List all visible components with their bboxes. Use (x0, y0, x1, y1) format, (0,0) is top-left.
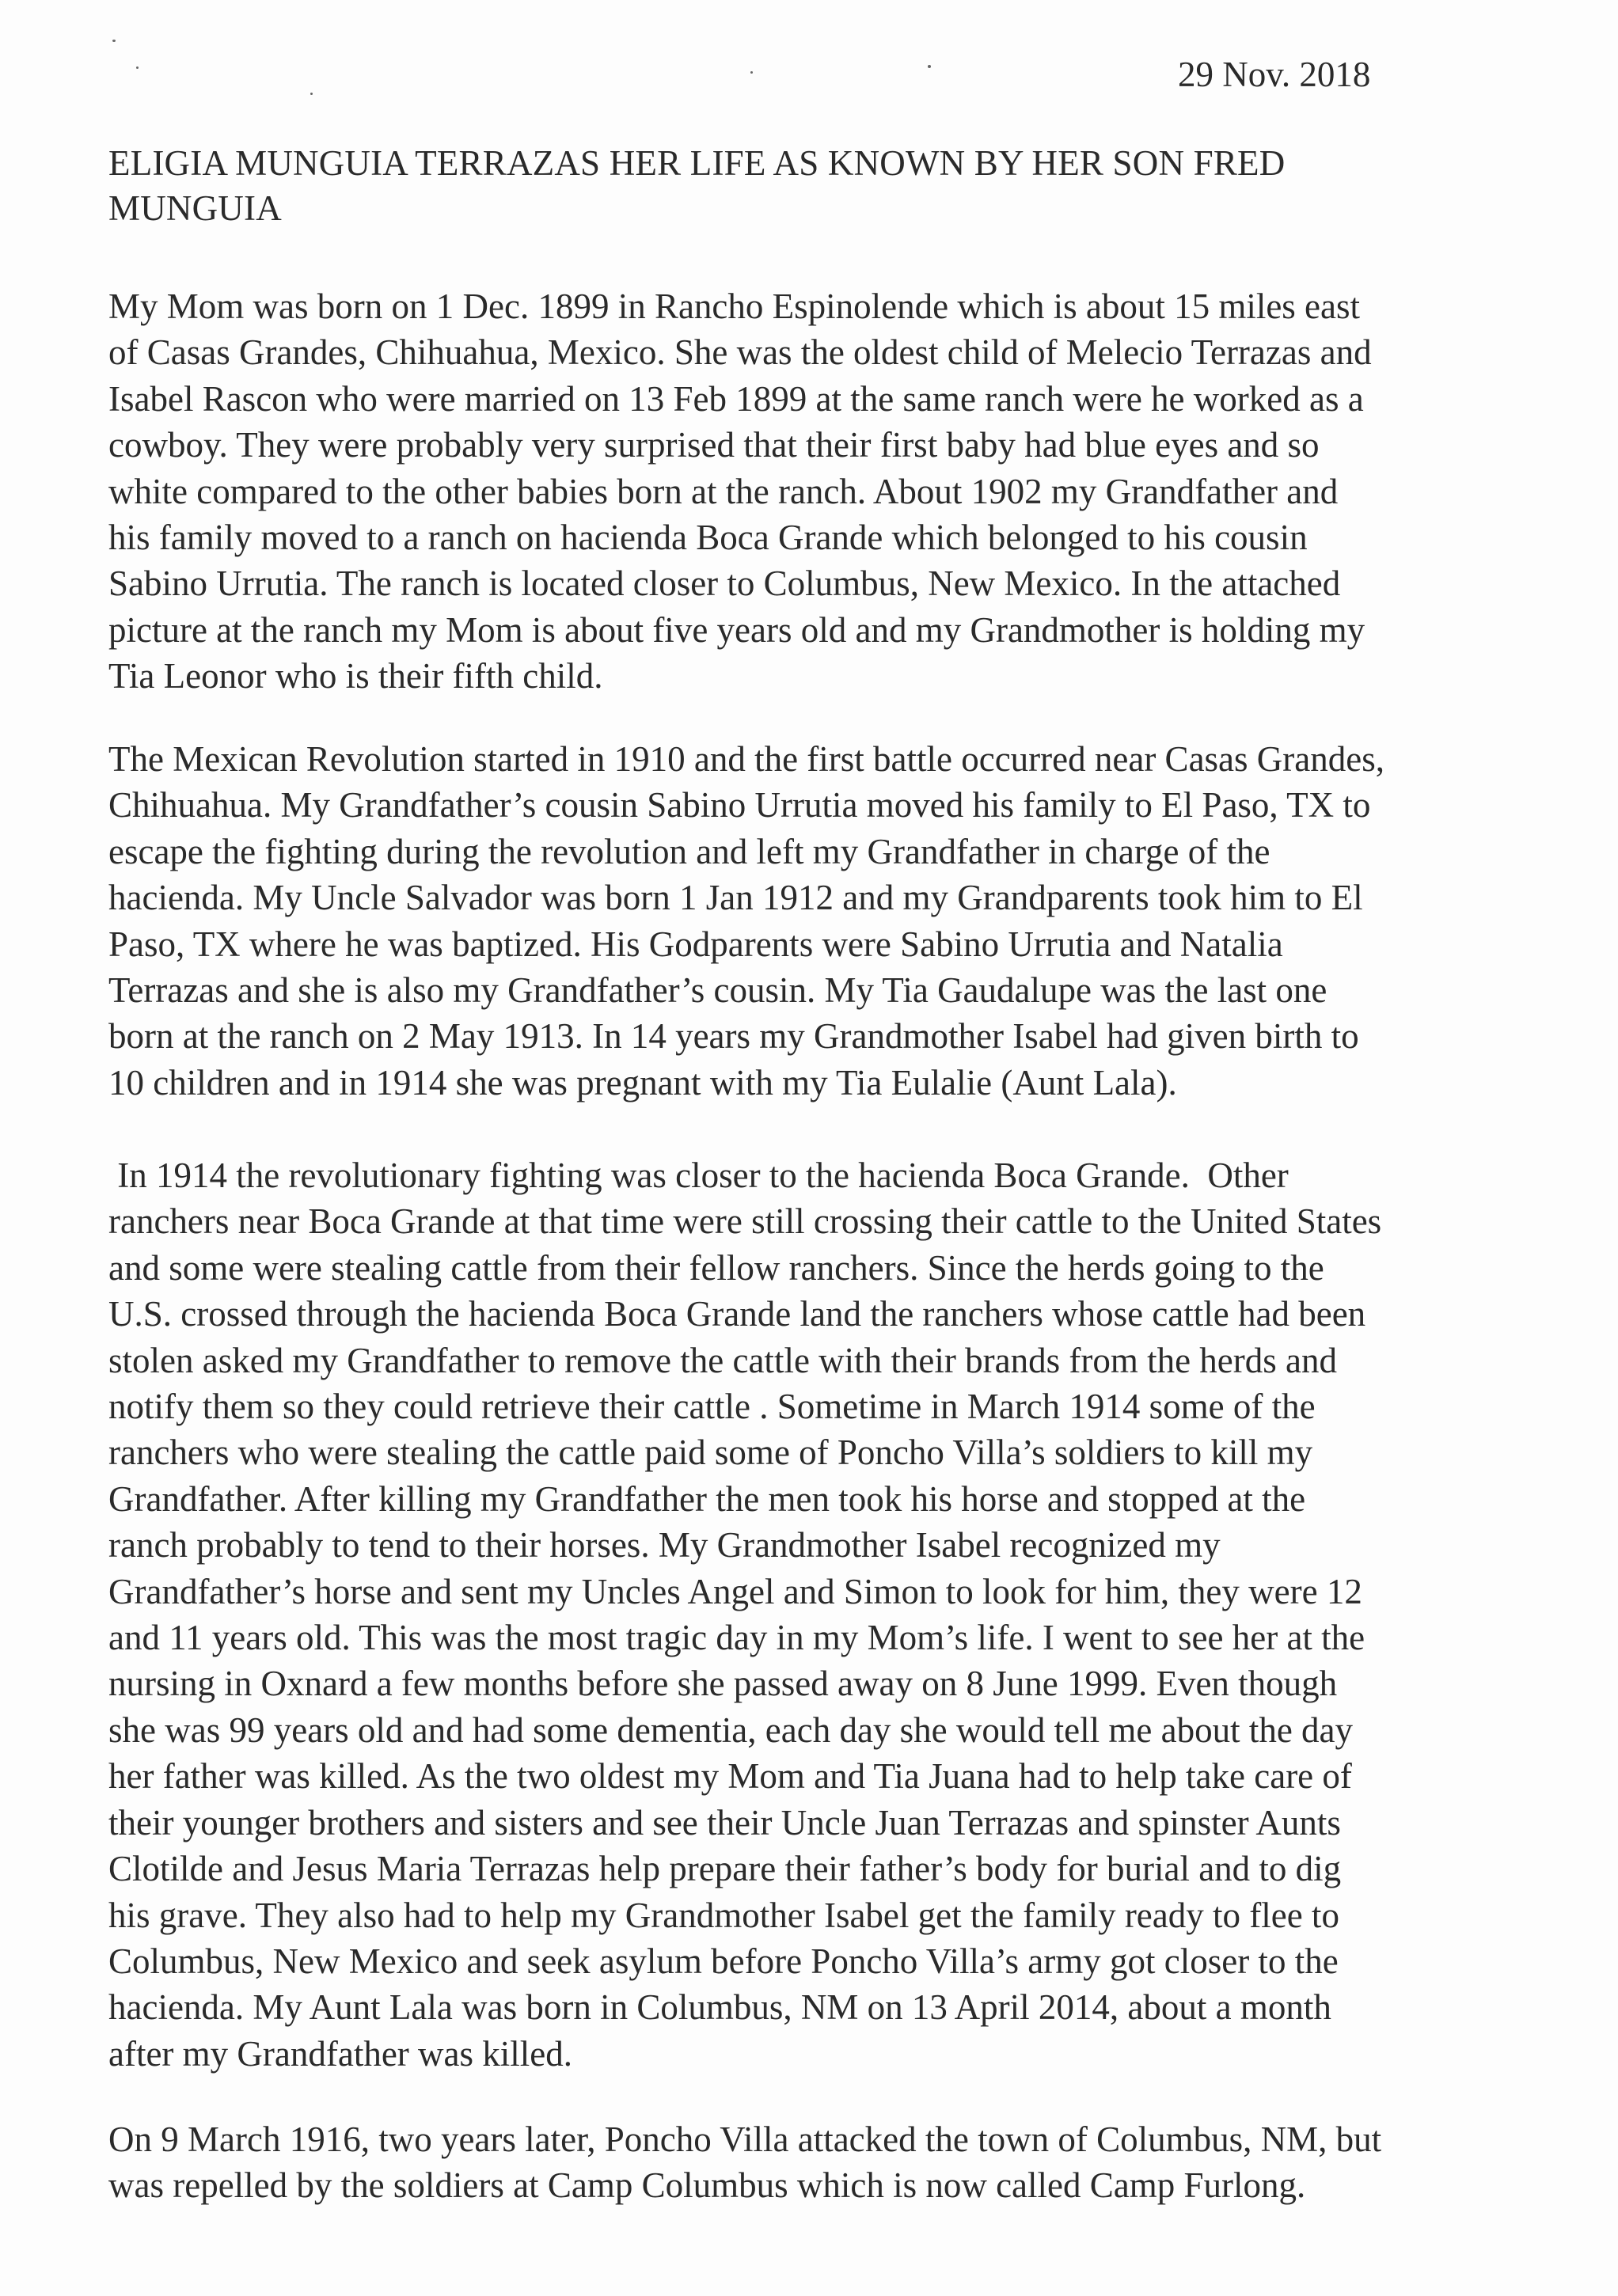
text-line: she was 99 years old and had some dementia, each day she would tell me about the day (108, 1710, 1354, 1750)
scan-speck (928, 65, 931, 68)
text-line: after my Grandfather was killed. (108, 2033, 573, 2074)
text-line: On 9 March 1916, two years later, Poncho Villa attacked the town of Columbus, NM, but (108, 2120, 1382, 2159)
text-line: Grandfather. After killing my Grandfather the men took his horse and stopped at the (108, 1478, 1306, 1519)
title-line: MUNGUIA (108, 188, 282, 228)
text-line: Chihuahua. My Grandfather’s cousin Sabino Urrutia moved his family to El Paso, TX to (108, 785, 1371, 825)
paragraph-birth (108, 283, 1557, 700)
text-line: Terrazas and she is also my Grandfather’s cousin. My Tia Gaudalupe was the last one (108, 970, 1327, 1011)
text-line: hacienda. My Uncle Salvador was born 1 Jan 1912 and my Grandparents took him to El (108, 878, 1363, 918)
paragraph-1914 (108, 1152, 1557, 2077)
text-line: Isabel Rascon who were married on 13 Feb 1899 at the same ranch were he worked as a (108, 378, 1364, 419)
text-line: stolen asked my Grandfather to remove the cattle with their brands from the herds and (108, 1340, 1337, 1380)
text-line: Sabino Urrutia. The ranch is located closer to Columbus, New Mexico. In the attached (108, 564, 1341, 604)
document-title (108, 141, 1549, 231)
text-line: and 11 years old. This was the most tragic day in my Mom’s life. I went to see her at the (108, 1618, 1365, 1658)
text-line: ranchers who were stealing the cattle paid some of Poncho Villa’s soldiers to kill my (108, 1433, 1313, 1473)
text-line: nursing in Oxnard a few months before she passed away on 8 June 1999. Even though (108, 1664, 1338, 1704)
document-date: 29 Nov. 2018 (1178, 55, 1371, 94)
text-line: cowboy. They were probably very surprised that their first baby had blue eyes and so (108, 425, 1320, 465)
text-line: In 1914 the revolutionary fighting was closer to the hacienda Boca Grande. Other (108, 1156, 1289, 1195)
text-line: ranchers near Boca Grande at that time were still crossing their cattle to the United States (108, 1201, 1382, 1242)
text-line: My Mom was born on 1 Dec. 1899 in Rancho Espinolende which is about 15 miles east (108, 287, 1361, 326)
text-line: Clotilde and Jesus Maria Terrazas help prepare their father’s body for burial and to dig (108, 1849, 1342, 1889)
text-line: U.S. crossed through the hacienda Boca Grande land the ranchers whose cattle had been (108, 1294, 1366, 1334)
scan-speck (112, 40, 116, 42)
paragraph-revolution (108, 736, 1557, 1106)
text-line: born at the ranch on 2 May 1913. In 14 years my Grandmother Isabel had given birth to (108, 1016, 1359, 1057)
scan-speck (310, 93, 313, 95)
scan-speck (136, 66, 139, 69)
text-line: picture at the ranch my Mom is about five years old and my Grandmother is holding my (108, 609, 1365, 650)
text-line: white compared to the other babies born at the ranch. About 1902 my Grandfather and (108, 471, 1339, 511)
text-line: 10 children and in 1914 she was pregnant with my Tia Eulalie (Aunt Lala). (108, 1062, 1177, 1102)
text-line: Grandfather’s horse and sent my Uncles Angel and Simon to look for him, they were 12 (108, 1571, 1362, 1611)
text-line: escape the fighting during the revolution and left my Grandfather in charge of the (108, 831, 1270, 871)
text-line: his grave. They also had to help my Grandmother Isabel get the family ready to flee to (108, 1895, 1339, 1935)
text-line: was repelled by the soldiers at Camp Columbus which is now called Camp Furlong. (108, 2165, 1306, 2206)
text-line: her father was killed. As the two oldest my Mom and Tia Juana had to help take care of (108, 1756, 1352, 1797)
text-line: and some were stealing cattle from their fellow ranchers. Since the herds going to the (108, 1247, 1324, 1288)
text-line: hacienda. My Aunt Lala was born in Columbus, NM on 13 April 2014, about a month (108, 1987, 1331, 2028)
scan-speck (750, 71, 753, 74)
text-line: Paso, TX where he was baptized. His Godparents were Sabino Urrutia and Natalia (108, 924, 1283, 964)
text-line: notify them so they could retrieve their cattle . Sometime in March 1914 some of the (108, 1387, 1316, 1427)
title-line: ELIGIA MUNGUIA TERRAZAS HER LIFE AS KNOWN BY HER SON FRED (108, 143, 1286, 183)
text-line: their younger brothers and sisters and see their Uncle Juan Terrazas and spinster Aunts (108, 1802, 1341, 1842)
text-line: Tia Leonor who is their fifth child. (108, 656, 603, 696)
text-line: his family moved to a ranch on hacienda Boca Grande which belonged to his cousin (108, 518, 1308, 558)
paragraph-1916 (108, 2116, 1557, 2209)
text-line: Columbus, New Mexico and seek asylum before Poncho Villa’s army got closer to the (108, 1941, 1339, 1981)
text-line: of Casas Grandes, Chihuahua, Mexico. She was the oldest child of Melecio Terrazas and (108, 332, 1372, 373)
text-line: ranch probably to tend to their horses. My Grandmother Isabel recognized my (108, 1525, 1221, 1565)
text-line: The Mexican Revolution started in 1910 and the first battle occurred near Casas Grandes, (108, 739, 1384, 779)
